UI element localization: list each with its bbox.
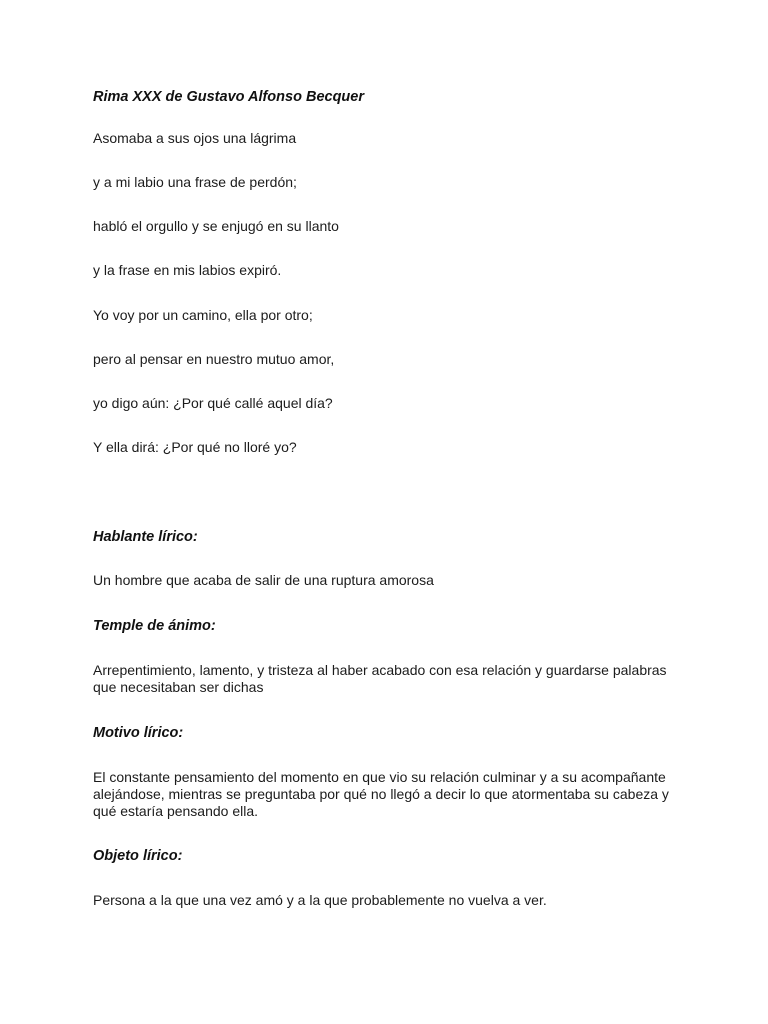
section-heading-motivo: Motivo lírico: xyxy=(93,725,184,741)
poem-line-2: y a mi labio una frase de perdón; xyxy=(93,174,297,190)
poem-line-5: Yo voy por un camino, ella por otro; xyxy=(93,307,313,323)
section-heading-objeto: Objeto lírico: xyxy=(93,848,183,864)
poem-line-8: Y ella dirá: ¿Por qué no lloré yo? xyxy=(93,439,297,455)
poem-line-7: yo digo aún: ¿Por qué callé aquel día? xyxy=(93,395,333,411)
poem-line-4: y la frase en mis labios expiró. xyxy=(93,262,282,278)
poem-title: Rima XXX de Gustavo Alfonso Becquer xyxy=(93,89,364,105)
section-text-objeto: Persona a la que una vez amó y a la que probablemente no vuelva a ver. xyxy=(93,892,547,908)
section-text-motivo: El constante pensamiento del momento en que vio su relación culminar y a su acompañante alejándose, mientras se preguntaba por qué no llegó a decir lo que atormentaba su cabeza y qué estaría pensando ella. xyxy=(93,769,669,819)
section-text-hablante: Un hombre que acaba de salir de una ruptura amorosa xyxy=(93,572,434,588)
poem-line-1: Asomaba a sus ojos una lágrima xyxy=(93,130,297,146)
section-heading-temple: Temple de ánimo: xyxy=(93,618,216,634)
poem-line-6: pero al pensar en nuestro mutuo amor, xyxy=(93,351,335,367)
section-heading-hablante: Hablante lírico: xyxy=(93,529,198,545)
section-text-temple: Arrepentimiento, lamento, y tristeza al haber acabado con esa relación y guardarse palabras que necesitaban ser dichas xyxy=(93,662,667,695)
poem-line-3: habló el orgullo y se enjugó en su llanto xyxy=(93,218,339,234)
